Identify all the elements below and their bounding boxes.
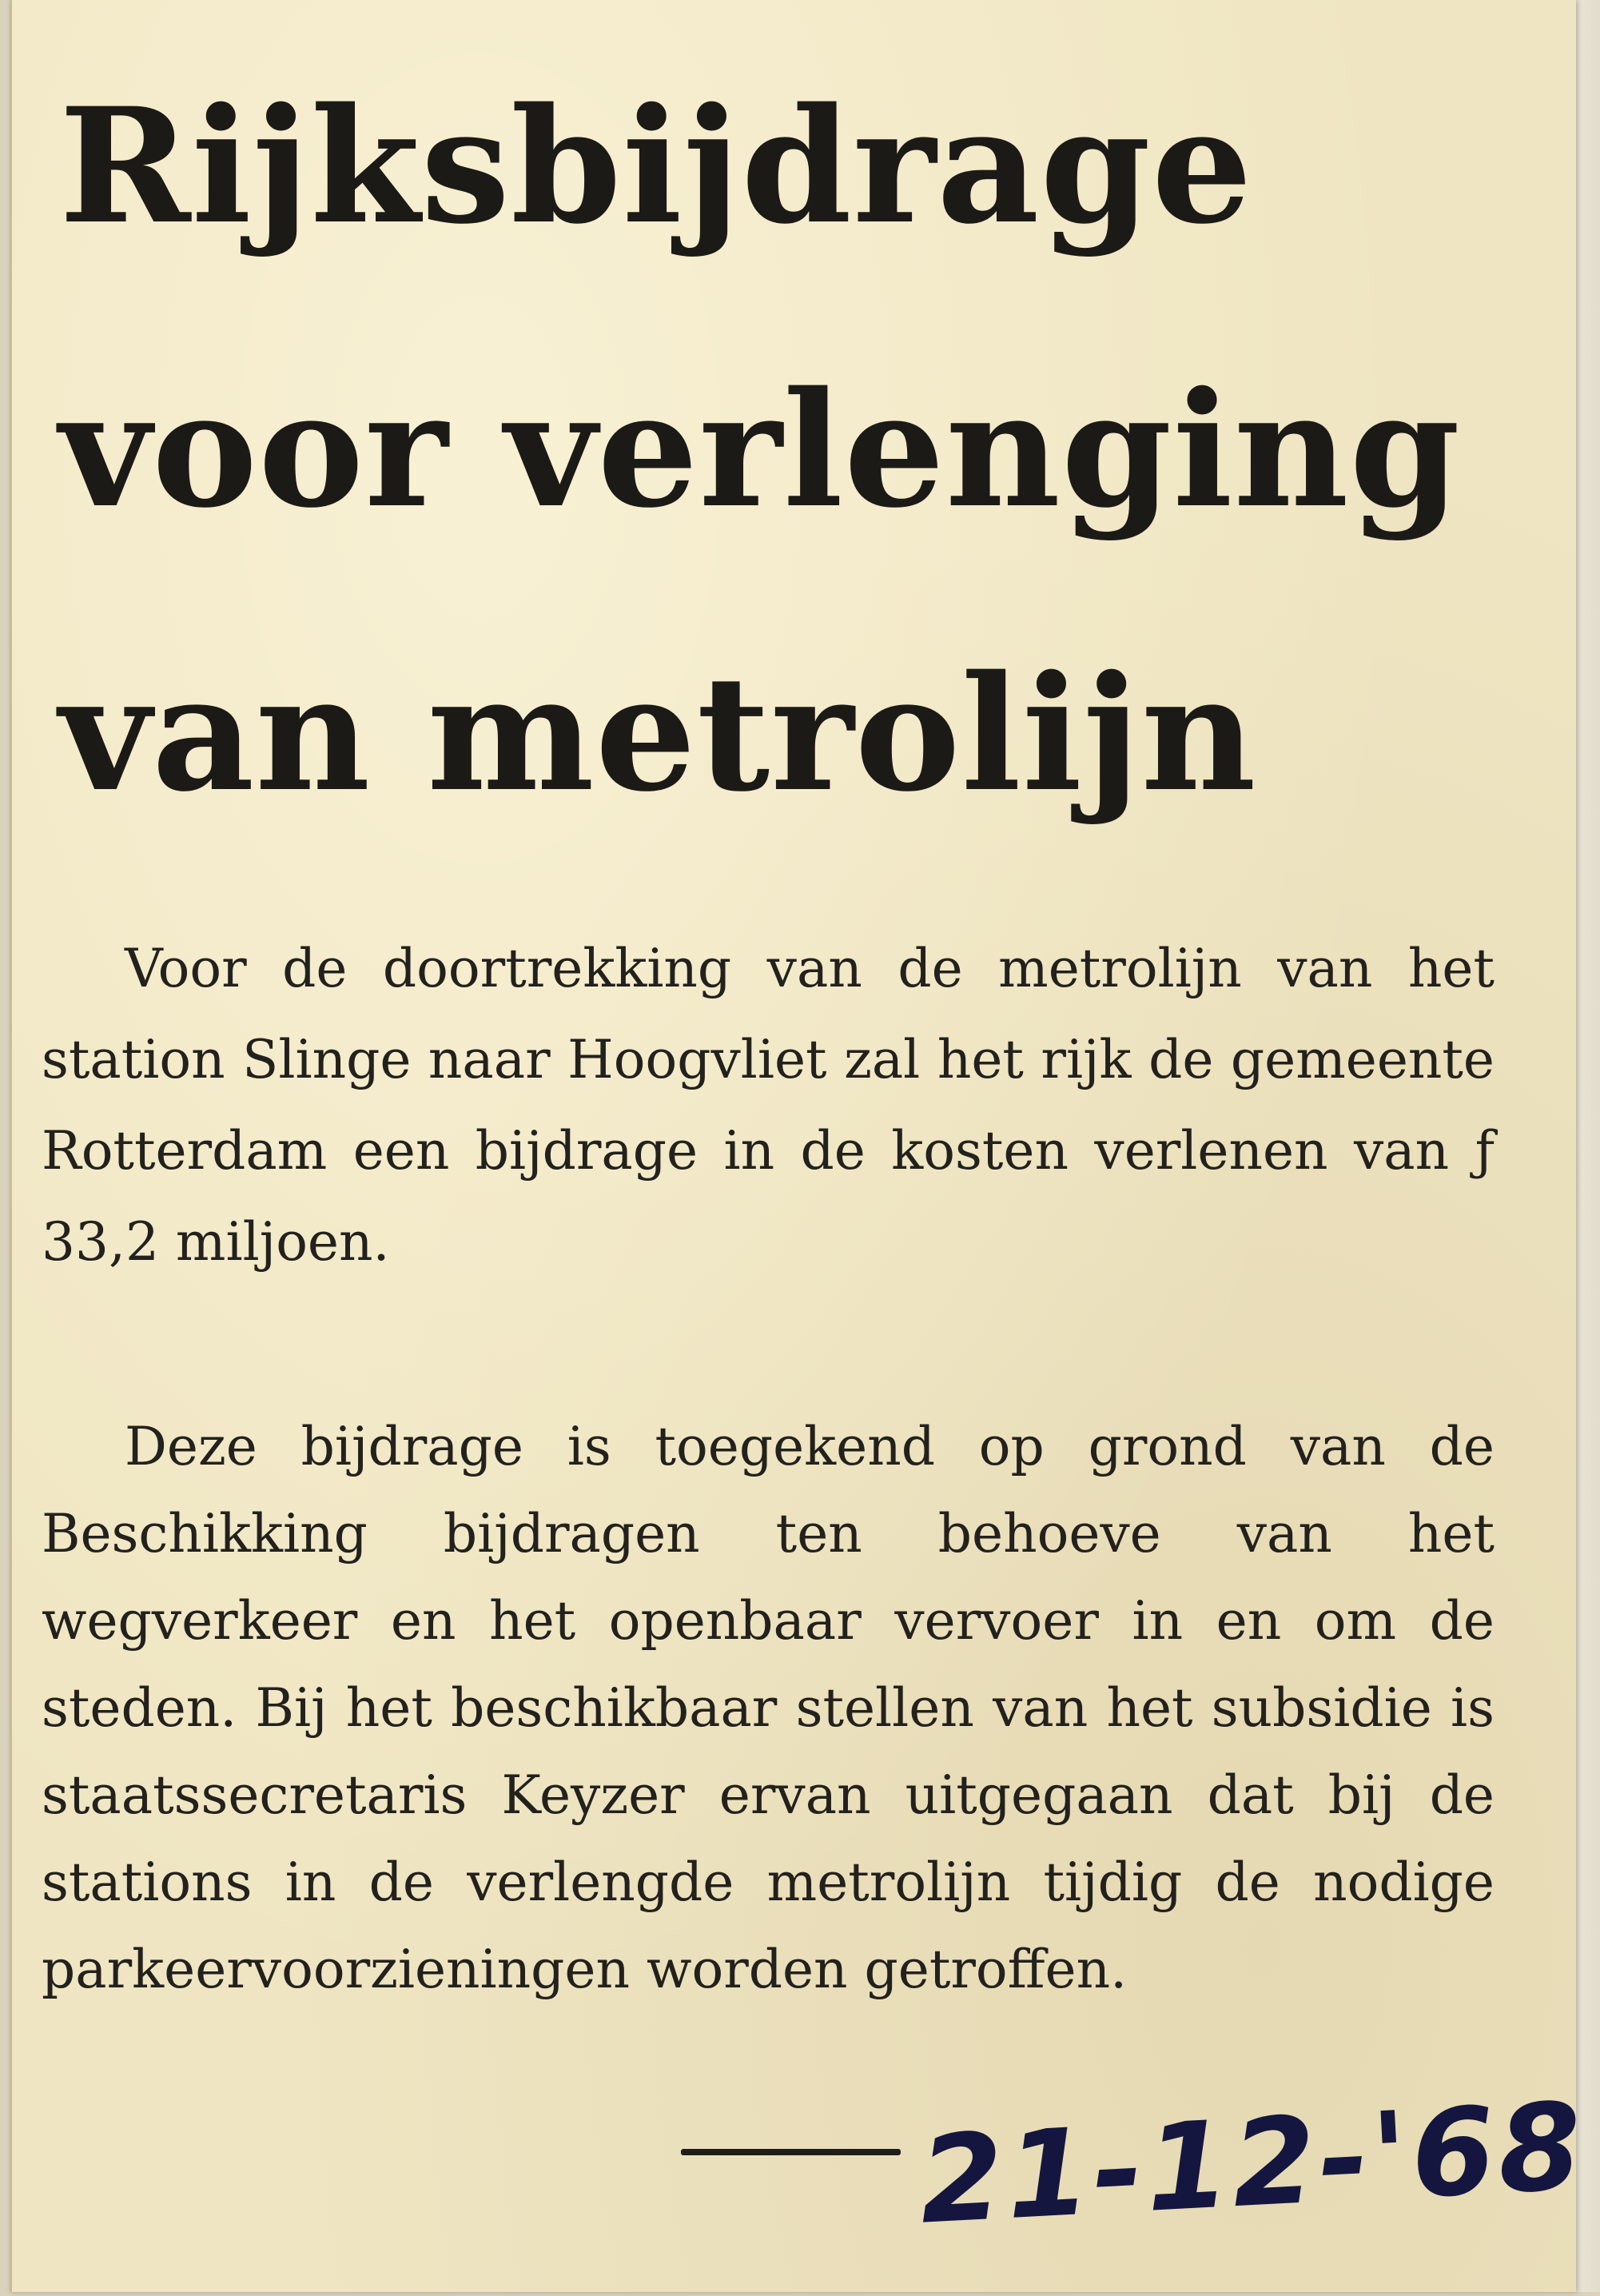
newspaper-clipping: [10, 0, 1589, 2292]
closing-rule: [681, 2149, 901, 2155]
clipping-left-edge: [10, 0, 12, 2292]
headline-line-2: voor verlenging: [59, 357, 1461, 543]
headline: [59, 24, 1461, 875]
handwritten-date: 21-12-'68: [916, 2077, 1589, 2251]
headline-line-1: Rijksbijdrage: [59, 73, 1253, 259]
article-paragraph-2: Deze bijdrage is toegekend op grond van de Beschikking bijdragen ten behoeve van het wegverkeer en het openbaar vervoer in en om de steden. Bij het beschikbaar stellen van het subsidie is staatssecretaris Keyzer ervan uitgegaan dat bij de stations in de verlengde metrolijn tijdig de nodige parkeervoorzieningen worden getroffen.: [42, 1416, 1495, 2000]
headline-line-3: van metrolijn: [59, 640, 1257, 827]
article-paragraph-1: Voor de doortrekking van de metrolijn van het station Slinge naar Hoogvliet zal het rijk de gemeente Rotterdam een bijdrage in de kosten verlenen van ƒ 33,2 miljoen.: [42, 938, 1495, 1273]
